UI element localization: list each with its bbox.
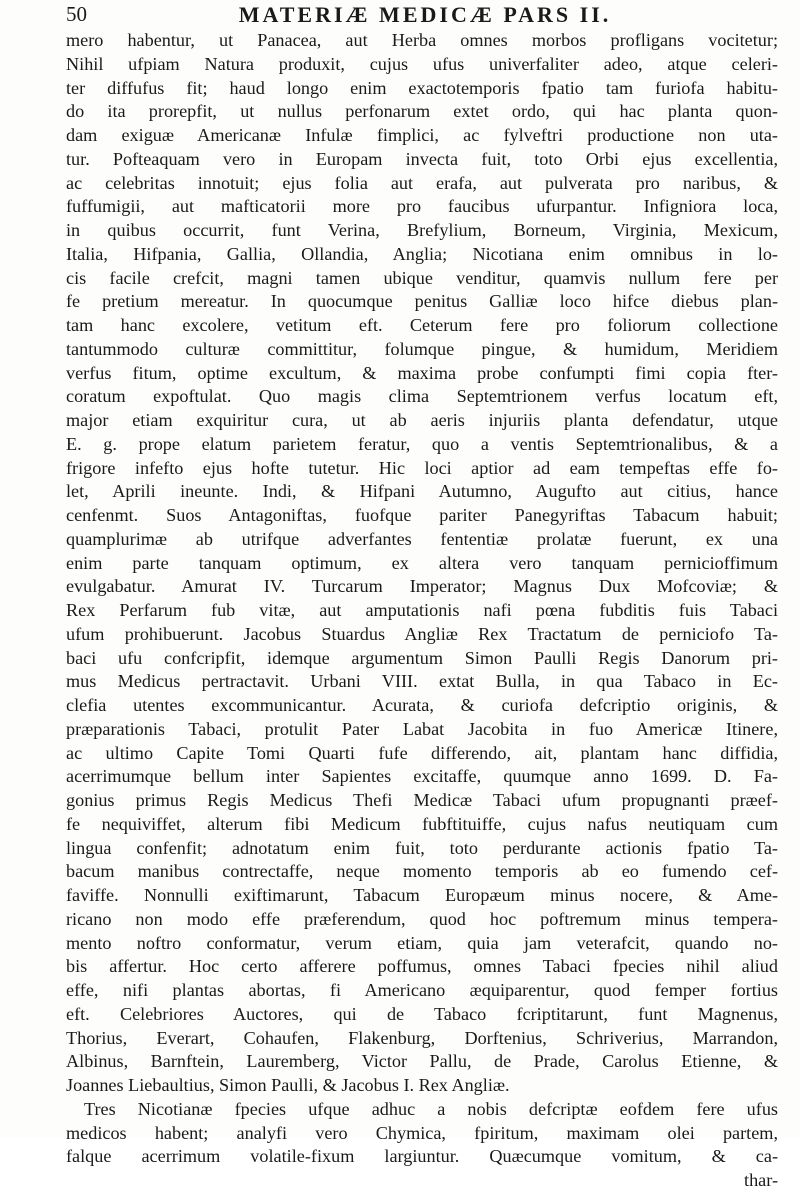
text-line: verfus fitum, optime excultum, & maxima probe confumpti fimi copia fter- — [66, 362, 778, 383]
text-line: fuffumigii, aut mafticatorii more pro faucibus ufurpantur. Infigniora loca, — [66, 196, 778, 217]
text-line: clefia utentes excommunicantur. Acurata, & curiofa defcriptio originis, & — [66, 695, 778, 715]
text-line: Nihil ufpiam Natura produxit, cujus ufus univerfaliter adeo, atque celeri- — [66, 53, 778, 74]
text-line: evulgabatur. Amurat IV. Turcarum Imperator; Magnus Dux Mofcoviæ; & — [66, 576, 778, 597]
text-line: tam hanc excolere, vetitum eft. Ceterum fere pro foliorum collectione — [66, 315, 778, 335]
body-text — [66, 29, 778, 1193]
text-line: lingua confenfit; adnotatum enim fuit, toto perdurante actionis fpatio Ta- — [66, 837, 778, 858]
text-line: let, Aprili ineunte. Indi, & Hifpani Autumno, Augufto aut citius, hance — [66, 481, 778, 502]
text-line: acerrimumque bellum inter Sapientes excitaffe, quumque anno 1699. D. Fa- — [66, 766, 778, 787]
text-line: Thorius, Everart, Cohaufen, Flakenburg, Dorftenius, Schriverius, Marrandon, — [66, 1027, 778, 1048]
text-line: coratum expoftulat. Quo magis clima Septemtrionem verfus locatum eft, — [66, 386, 778, 407]
text-line: E. g. prope elatum parietem feratur, quo a ventis Septemtrionalibus, & a — [66, 433, 778, 454]
text-line: in quibus occurrit, funt Verina, Brefylium, Borneum, Virginia, Mexicum, — [66, 220, 778, 240]
running-head — [60, 0, 780, 30]
text-line: effe, nifi plantas abortas, fi Americano æquiparentur, quod femper fortius — [66, 980, 778, 1000]
text-line: Tres Nicotianæ fpecies ufque adhuc a nobis defcriptæ eofdem fere ufus — [84, 1098, 778, 1119]
text-line: dam exiguæ Americanæ Infulæ fimplici, ac fylveftri productione non uta- — [66, 125, 778, 145]
text-line: bis affertur. Hoc certo afferere poffumus, omnes Tabaci fpecies nihil aliud — [66, 956, 778, 977]
text-line: ricano non modo effe præferendum, quod hoc poftremum minus tempera- — [66, 908, 778, 929]
text-line: Rex Perfarum fub vitæ, aut amputationis nafi pœna fubditis fuis Tabaci — [66, 600, 778, 620]
text-line: cis facile crefcit, magni tamen ubique venditur, quamvis nullum fere per — [66, 267, 778, 288]
running-title: MATERIÆ MEDICÆ PARS II. — [238, 2, 612, 27]
text-line: tantummodo culturæ committitur, folumque pingue, & humidum, Meridiem — [66, 338, 778, 359]
text-line: falque acerrimum volatile-fixum largiuntur. Quæcumque vomitum, & ca- — [66, 1146, 778, 1167]
text-line: ac ultimo Capite Tomi Quarti fufe differendo, ait, plantam hanc diffidia, — [66, 742, 778, 763]
text-line: quamplurimæ ab utrifque adverfantes fententiæ prolatæ fuerunt, ex una — [66, 528, 778, 549]
text-line: fe nequiviffet, alterum fibi Medicum fubftituiffe, cujus nafus neutiquam cum — [66, 813, 778, 834]
text-line: bacum manibus contrectaffe, neque momento temporis ab eo fumendo cef- — [66, 861, 778, 882]
text-line: fe pretium mereatur. In quocumque penitus Galliæ loco hifce diebus plan- — [66, 291, 778, 312]
text-line: ter diffufus fit; haud longo enim exactotemporis fpatio tam furiofa habitu- — [66, 77, 778, 98]
catchword: thar- — [744, 1170, 778, 1190]
text-line: Albinus, Barnftein, Lauremberg, Victor Pallu, de Prade, Carolus Etienne, & — [66, 1051, 778, 1072]
text-line: mento noftro conformatur, verum etiam, quia jam veterafcit, quando no- — [66, 932, 778, 953]
text-line: gonius primus Regis Medicus Thefi Medicæ Tabaci ufum propugnanti præef- — [66, 790, 778, 810]
text-line: Joannes Liebaultius, Simon Paulli, & Jacobus I. Rex Angliæ. — [66, 1075, 510, 1095]
text-line: ufum prohibuerunt. Jacobus Stuardus Angliæ Rex Tractatum de perniciofo Ta- — [66, 623, 778, 644]
text-line: eft. Celebriores Auctores, qui de Tabaco fcriptitarunt, funt Magnenus, — [66, 1003, 778, 1024]
text-line: præparationis Tabaci, protulit Pater Labat Jacobita in fuo Americæ Itinere, — [66, 718, 778, 739]
text-line: Italia, Hifpania, Gallia, Ollandia, Anglia; Nicotiana enim omnibus in lo- — [66, 243, 778, 264]
text-line: enim parte tanquam optimum, ex altera vero tanquam pernicioffimum — [66, 552, 778, 573]
text-line: tur. Pofteaquam vero in Europam invecta fuit, toto Orbi ejus excellentia, — [66, 148, 778, 169]
text-line: mero habentur, ut Panacea, aut Herba omnes morbos profligans vocitetur; — [66, 30, 778, 50]
text-line: cenfenmt. Suos Antagoniftas, fuofque pariter Panegyriftas Tabacum habuit; — [66, 505, 778, 525]
text-line: do ita prorepfit, ut nullus perfonarum extet ordo, qui hac planta quon- — [66, 101, 778, 122]
text-line: major etiam exquiritur cura, ut ab aeris injuriis planta defendatur, utque — [66, 410, 778, 430]
text-line: frigore infefto ejus hofte tutetur. Hic loci aptior ad eam tempeftas effe fo- — [66, 457, 778, 478]
text-line: faviffe. Nonnulli exiftimarunt, Tabacum Europæum minus nocere, & Ame- — [66, 885, 778, 905]
page-number: 50 — [66, 2, 87, 26]
text-line: mus Medicus pertractavit. Urbani VIII. extat Bulla, in qua Tabaco in Ec- — [66, 671, 778, 692]
text-line: baci ufu confcripfit, idemque argumentum Simon Paulli Regis Danorum pri- — [66, 647, 778, 668]
text-line: medicos habent; analyfi vero Chymica, fpiritum, maximam olei partem, — [66, 1122, 778, 1143]
text-line: ac celebritas innotuit; ejus folia aut erafa, aut pulverata pro naribus, & — [66, 172, 778, 193]
